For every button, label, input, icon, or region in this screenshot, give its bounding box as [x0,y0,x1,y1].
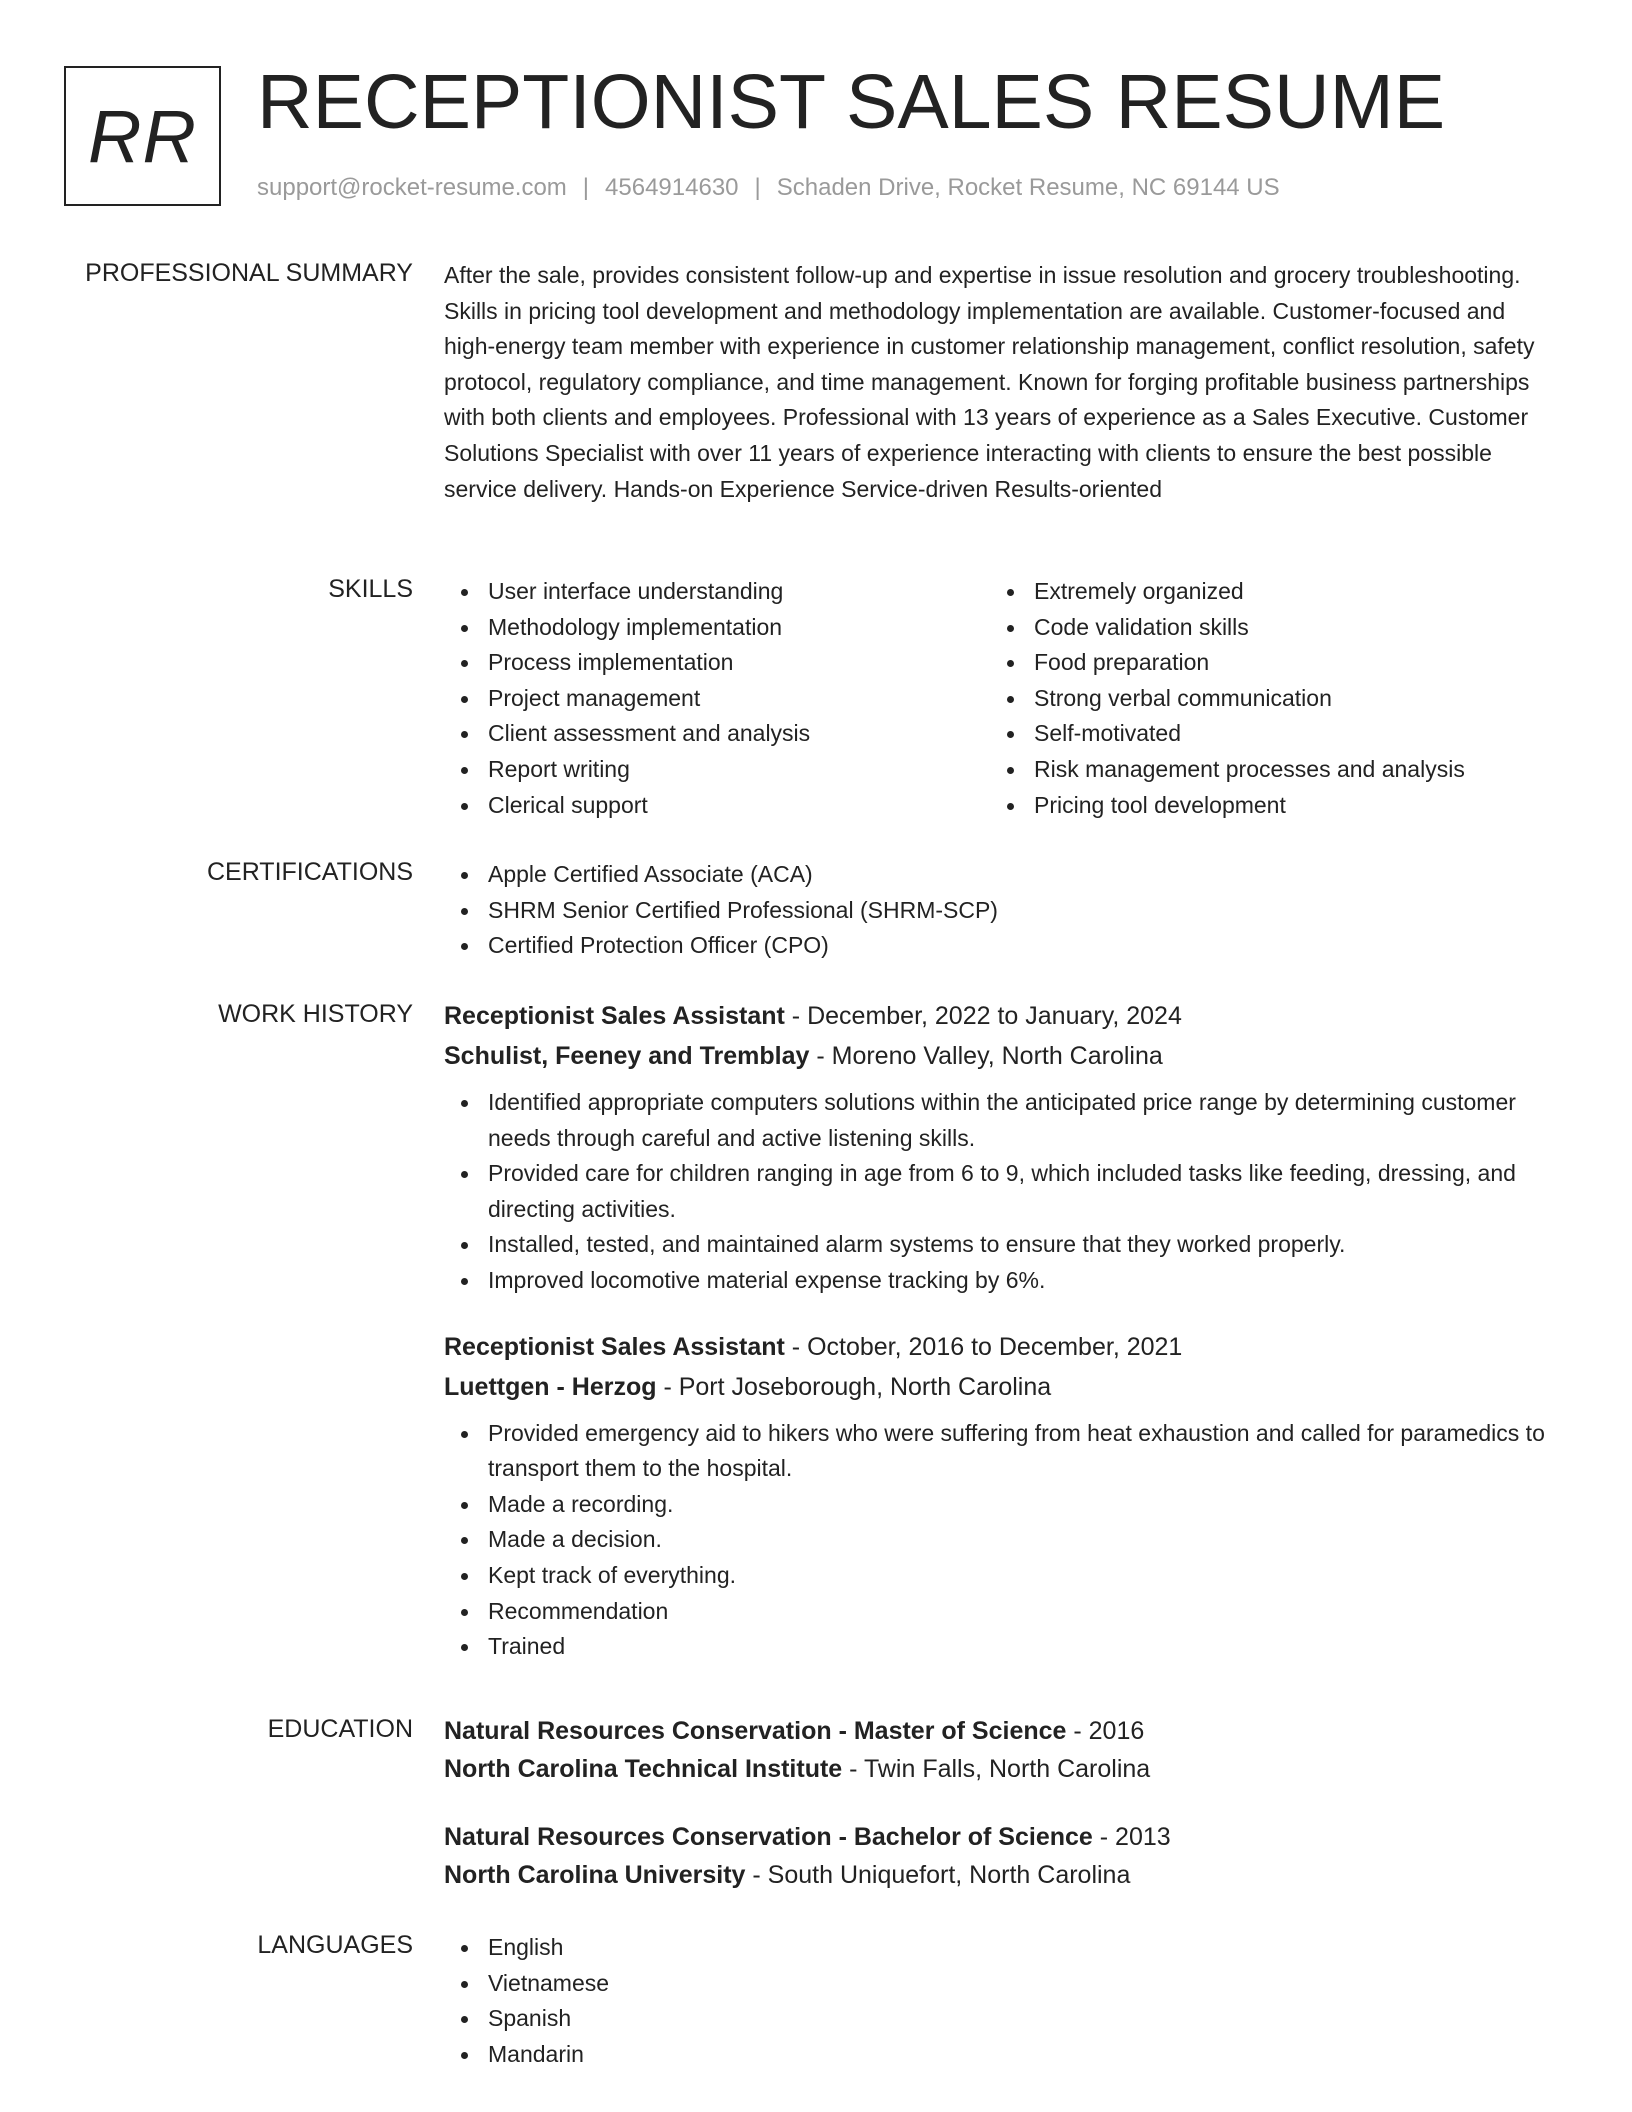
job-bullet: Identified appropriate computers solutions within the anticipated price range by determining customer needs through careful and active listening skills. [444,1085,1556,1156]
education-location: - South Uniquefort, North Carolina [745,1861,1131,1889]
resume-title: RECEPTIONIST SALES RESUME [257,59,1446,145]
languages-label: LANGUAGES [257,1931,413,1959]
languages-list [444,1930,1556,2072]
education-location: - Twin Falls, North Carolina [842,1755,1151,1783]
job-bullet: Made a recording. [444,1487,1556,1523]
job-entry [444,996,1556,1299]
job-bullet: Installed, tested, and maintained alarm systems to ensure that they worked properly. [444,1227,1556,1263]
summary-label: PROFESSIONAL SUMMARY [85,259,413,287]
certification-item: Certified Protection Officer (CPO) [444,928,1556,964]
contact-separator: | [582,174,590,201]
job-bullet: Trained [444,1629,1556,1665]
certifications-label: CERTIFICATIONS [206,858,413,886]
skill-item: Process implementation [444,645,990,681]
job-entry [444,1327,1556,1665]
skill-item: Extremely organized [990,574,1536,610]
skills-list-right [990,574,1536,823]
skill-item: Clerical support [444,788,990,824]
job-bullet: Kept track of everything. [444,1558,1556,1594]
job-company-line [444,1036,1556,1076]
education-label: EDUCATION [267,1715,413,1743]
language-item: English [444,1930,1556,1966]
skill-item: Code validation skills [990,610,1536,646]
job-dates: - December, 2022 to January, 2024 [784,1002,1182,1030]
education-school: North Carolina Technical Institute [444,1755,843,1783]
job-title: Receptionist Sales Assistant [444,1332,785,1361]
job-bullet: Improved locomotive material expense tracking by 6%. [444,1263,1556,1299]
job-location: - Moreno Valley, North Carolina [809,1042,1163,1070]
job-bullet: Made a decision. [444,1522,1556,1558]
skill-item: Client assessment and analysis [444,716,990,752]
contact-separator: | [754,174,761,201]
education-school: North Carolina University [444,1861,746,1889]
job-bullet: Recommendation [444,1594,1556,1630]
job-company: Luettgen - Herzog [444,1372,657,1401]
language-item: Vietnamese [444,1966,1556,2002]
job-location: - Port Joseborough, North Carolina [656,1372,1052,1401]
job-title: Receptionist Sales Assistant [444,1002,785,1030]
skill-item: Risk management processes and analysis [990,752,1536,788]
contact-phone: 4564914630 [605,174,739,201]
education-school-line [444,1856,1556,1894]
summary-text: After the sale, provides consistent follow-up and expertise in issue resolution and grocery troubleshooting. Skills in pricing tool development and methodology implementation are available. Customer-focused and high-energy team member with experience in customer relationship management, conflict resolution, safety protocol, regulatory compliance, and time management. Known for forging profitable business partnerships with both clients and employees. Professional with 13 years of experience as a Sales Executive. Customer Solutions Specialist with over 11 years of experience interacting with clients to ensure the best possible service delivery. Hands-on Experience Service-driven Results-oriented [444,262,1535,502]
job-title-line [444,1327,1556,1367]
certifications-list [444,857,1556,964]
job-dates: - October, 2016 to December, 2021 [784,1332,1183,1361]
job-company: Schulist, Feeney and Tremblay [444,1042,810,1070]
job-title-line [444,996,1556,1036]
education-year: - 2016 [1066,1717,1145,1745]
education-degree-line [444,1712,1556,1750]
skills-list-left [444,574,990,823]
skill-item: Strong verbal communication [990,681,1536,717]
education-degree-line [444,1818,1556,1856]
education-degree: Natural Resources Conservation - Bachelor of Science [444,1823,1093,1851]
education-school-line [444,1750,1556,1788]
skill-item: User interface understanding [444,574,990,610]
certification-item: SHRM Senior Certified Professional (SHRM-SCP) [444,893,1556,929]
skill-item: Methodology implementation [444,610,990,646]
education-entry [444,1818,1556,1894]
monogram: RR [64,66,221,206]
education-year: - 2013 [1092,1823,1171,1851]
skill-item: Pricing tool development [990,788,1536,824]
contact-line [257,174,1280,202]
job-company-line [444,1367,1556,1407]
language-item: Spanish [444,2001,1556,2037]
contact-address: Schaden Drive, Rocket Resume, NC 69144 US [776,174,1280,201]
job-bullet: Provided emergency aid to hikers who were suffering from heat exhaustion and called for paramedics to transport them to the hospital. [444,1416,1556,1487]
job-bullet: Provided care for children ranging in age from 6 to 9, which included tasks like feeding, dressing, and directing activities. [444,1156,1556,1227]
skill-item: Food preparation [990,645,1536,681]
skill-item: Self-motivated [990,716,1536,752]
certification-item: Apple Certified Associate (ACA) [444,857,1556,893]
skills-label: SKILLS [328,575,413,603]
contact-email: support@rocket-resume.com [257,174,567,201]
skill-item: Report writing [444,752,990,788]
job-bullets [444,1085,1556,1299]
language-item: Mandarin [444,2037,1556,2073]
job-bullets [444,1416,1556,1665]
skill-item: Project management [444,681,990,717]
work-history-label: WORK HISTORY [218,1000,413,1028]
education-degree: Natural Resources Conservation - Master of Science [444,1717,1067,1745]
education-entry [444,1712,1556,1788]
